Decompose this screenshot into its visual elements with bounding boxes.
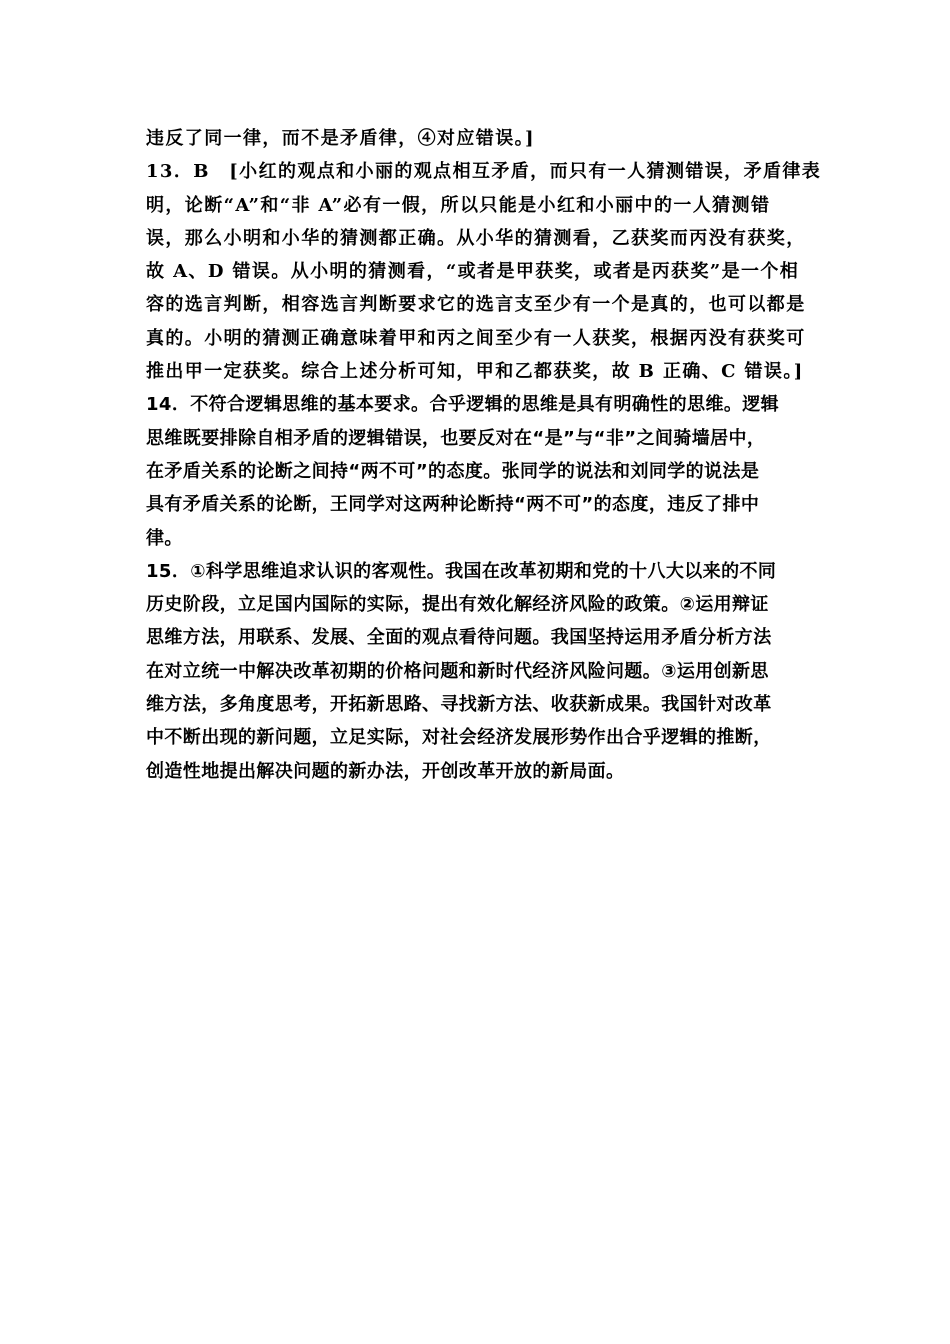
text-line: 中不断出现的新问题，立足实际，对社会经济发展形势作出合乎逻辑的推断， — [146, 727, 772, 749]
answer-14-line: 14．不符合逻辑思维的基本要求。合乎逻辑的思维是具有明确性的思维。逻辑 — [146, 394, 780, 416]
text-line: 律。 — [146, 527, 183, 549]
text-line: 历史阶段，立足国内国际的实际，提出有效化解经济风险的政策。②运用辩证 — [146, 594, 769, 616]
answer-text-block — [146, 122, 822, 788]
text-line: 明，论断“A”和“非 A”必有一假，所以只能是小红和小丽中的一人猜测错 — [146, 194, 771, 216]
answer-13-line: 13．B [小红的观点和小丽的观点相互矛盾，而只有一人猜测错误，矛盾律表 — [146, 161, 822, 183]
text-line: 故 A、D 错误。从小明的猜测看，“或者是甲获奖，或者是丙获奖”是一个相 — [146, 261, 800, 283]
text-line: 真的。小明的猜测正确意味着甲和丙之间至少有一人获奖，根据丙没有获奖可 — [146, 327, 806, 349]
text-line: 违反了同一律，而不是矛盾律，④对应错误。] — [146, 128, 535, 149]
text-line: 在对立统一中解决改革初期的价格问题和新时代经济风险问题。③运用创新思 — [146, 660, 769, 682]
text-line: 具有矛盾关系的论断，王同学对这两种论断持“两不可”的态度，违反了排中 — [146, 494, 760, 516]
text-line: 维方法，多角度思考，开拓新思路、寻找新方法、收获新成果。我国针对改革 — [146, 694, 772, 716]
text-line: 思维方法，用联系、发展、全面的观点看待问题。我国坚持运用矛盾分析方法 — [146, 627, 772, 649]
text-line: 在矛盾关系的论断之间持“两不可”的态度。张同学的说法和刘同学的说法是 — [146, 460, 760, 482]
text-line: 创造性地提出解决问题的新办法，开创改革开放的新局面。 — [146, 760, 625, 782]
text-line: 推出甲一定获奖。综合上述分析可知，甲和乙都获奖，故 B 正确、C 错误。] — [146, 361, 804, 383]
text-line: 思维既要排除自相矛盾的逻辑错误，也要反对在“是”与“非”之间骑墙居中， — [146, 427, 766, 449]
answer-15-line: 15．①科学思维追求认识的客观性。我国在改革初期和党的十八大以来的不同 — [146, 560, 777, 582]
text-line: 容的选言判断，相容选言判断要求它的选言支至少有一个是真的，也可以都是 — [146, 294, 806, 316]
text-line: 误，那么小明和小华的猜测都正确。从小华的猜测看，乙获奖而丙没有获奖， — [146, 227, 806, 249]
